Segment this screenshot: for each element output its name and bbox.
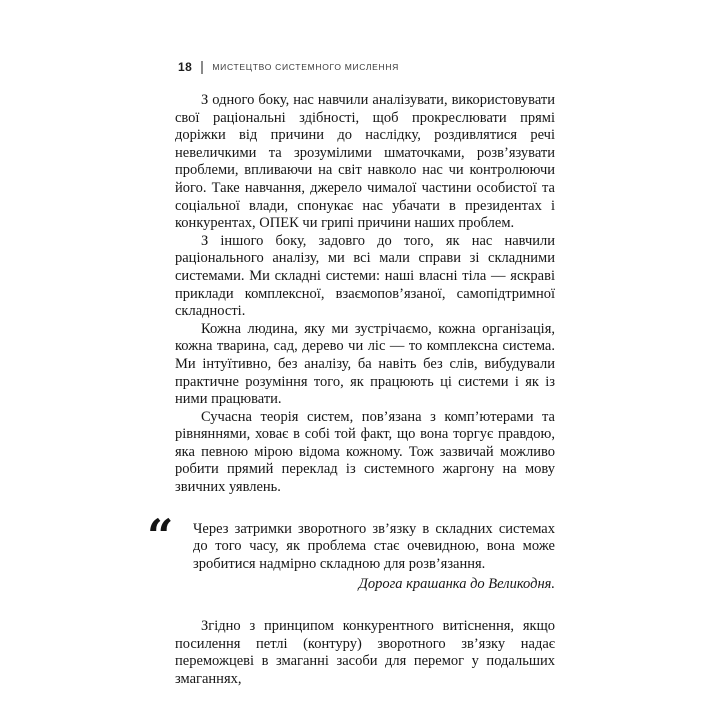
quote-text: Через затримки зворотного зв’язку в складних системах до того часу, як проблема стає очевидною, вона може зробитися надмірно складною для розв’язання.	[193, 520, 555, 572]
body-paragraph: Кожна людина, яку ми зустрічаємо, кожна організація, кожна тварина, сад, дерево чи ліс — то комплексна система. Ми інтуїтивно, без аналізу, ба навіть без слів, вибудували практичне розуміння того, як працюють ці системи і як із ними працювати.	[175, 320, 555, 408]
body-paragraph: Згідно з принципом конкурентного витіснення, якщо посилення петлі (контуру) зворотного зв’язку надає переможцеві в змаганні засоби для перемог у подальших змаганнях,	[175, 618, 555, 687]
body-paragraph: Сучасна теорія систем, пов’язана з комп’ютерами та рівняннями, ховає в собі той факт, що вона торгує правдою, яка певною мірою відома кожному. Тож зазвичай можливо робити прямий переклад із системного жаргону на мову звичних уявлень.	[175, 408, 555, 496]
page-number: 18	[178, 60, 193, 74]
header-divider	[201, 61, 203, 74]
pull-quote	[147, 508, 555, 594]
body-paragraph: З одного боку, нас навчили аналізувати, використовувати свої раціональні здібності, щоб прокреслювати прямі доріжки від причини до наслідку, роздивлятися речі невеличкими та зрозумілими шматочками, розв’язувати проблеми, впливаючи на світ навколо нас чи контролюючи його. Таке навчання, джерело чималої частини особистої та соціальної влади, спонукає нас убачати в президентах і конкурентах, ОПЕК чи грипі причини наших проблем.	[175, 92, 555, 232]
running-header	[178, 60, 399, 74]
page-content	[147, 92, 555, 688]
quotation-mark-icon: “	[147, 508, 174, 563]
body-paragraph: З іншого боку, задовго до того, як нас навчили раціонального аналізу, ми всі мали справи зі складними системами. Ми складні системи: наші власні тіла — яскраві приклади комплексної, взаємопов’язаної, самопідтримної складності.	[175, 232, 555, 320]
quote-attribution: Дорога крашанка до Великодня.	[358, 576, 555, 593]
book-title: МИСТЕЦТВО СИСТЕМНОГО МИСЛЕННЯ	[212, 62, 400, 72]
